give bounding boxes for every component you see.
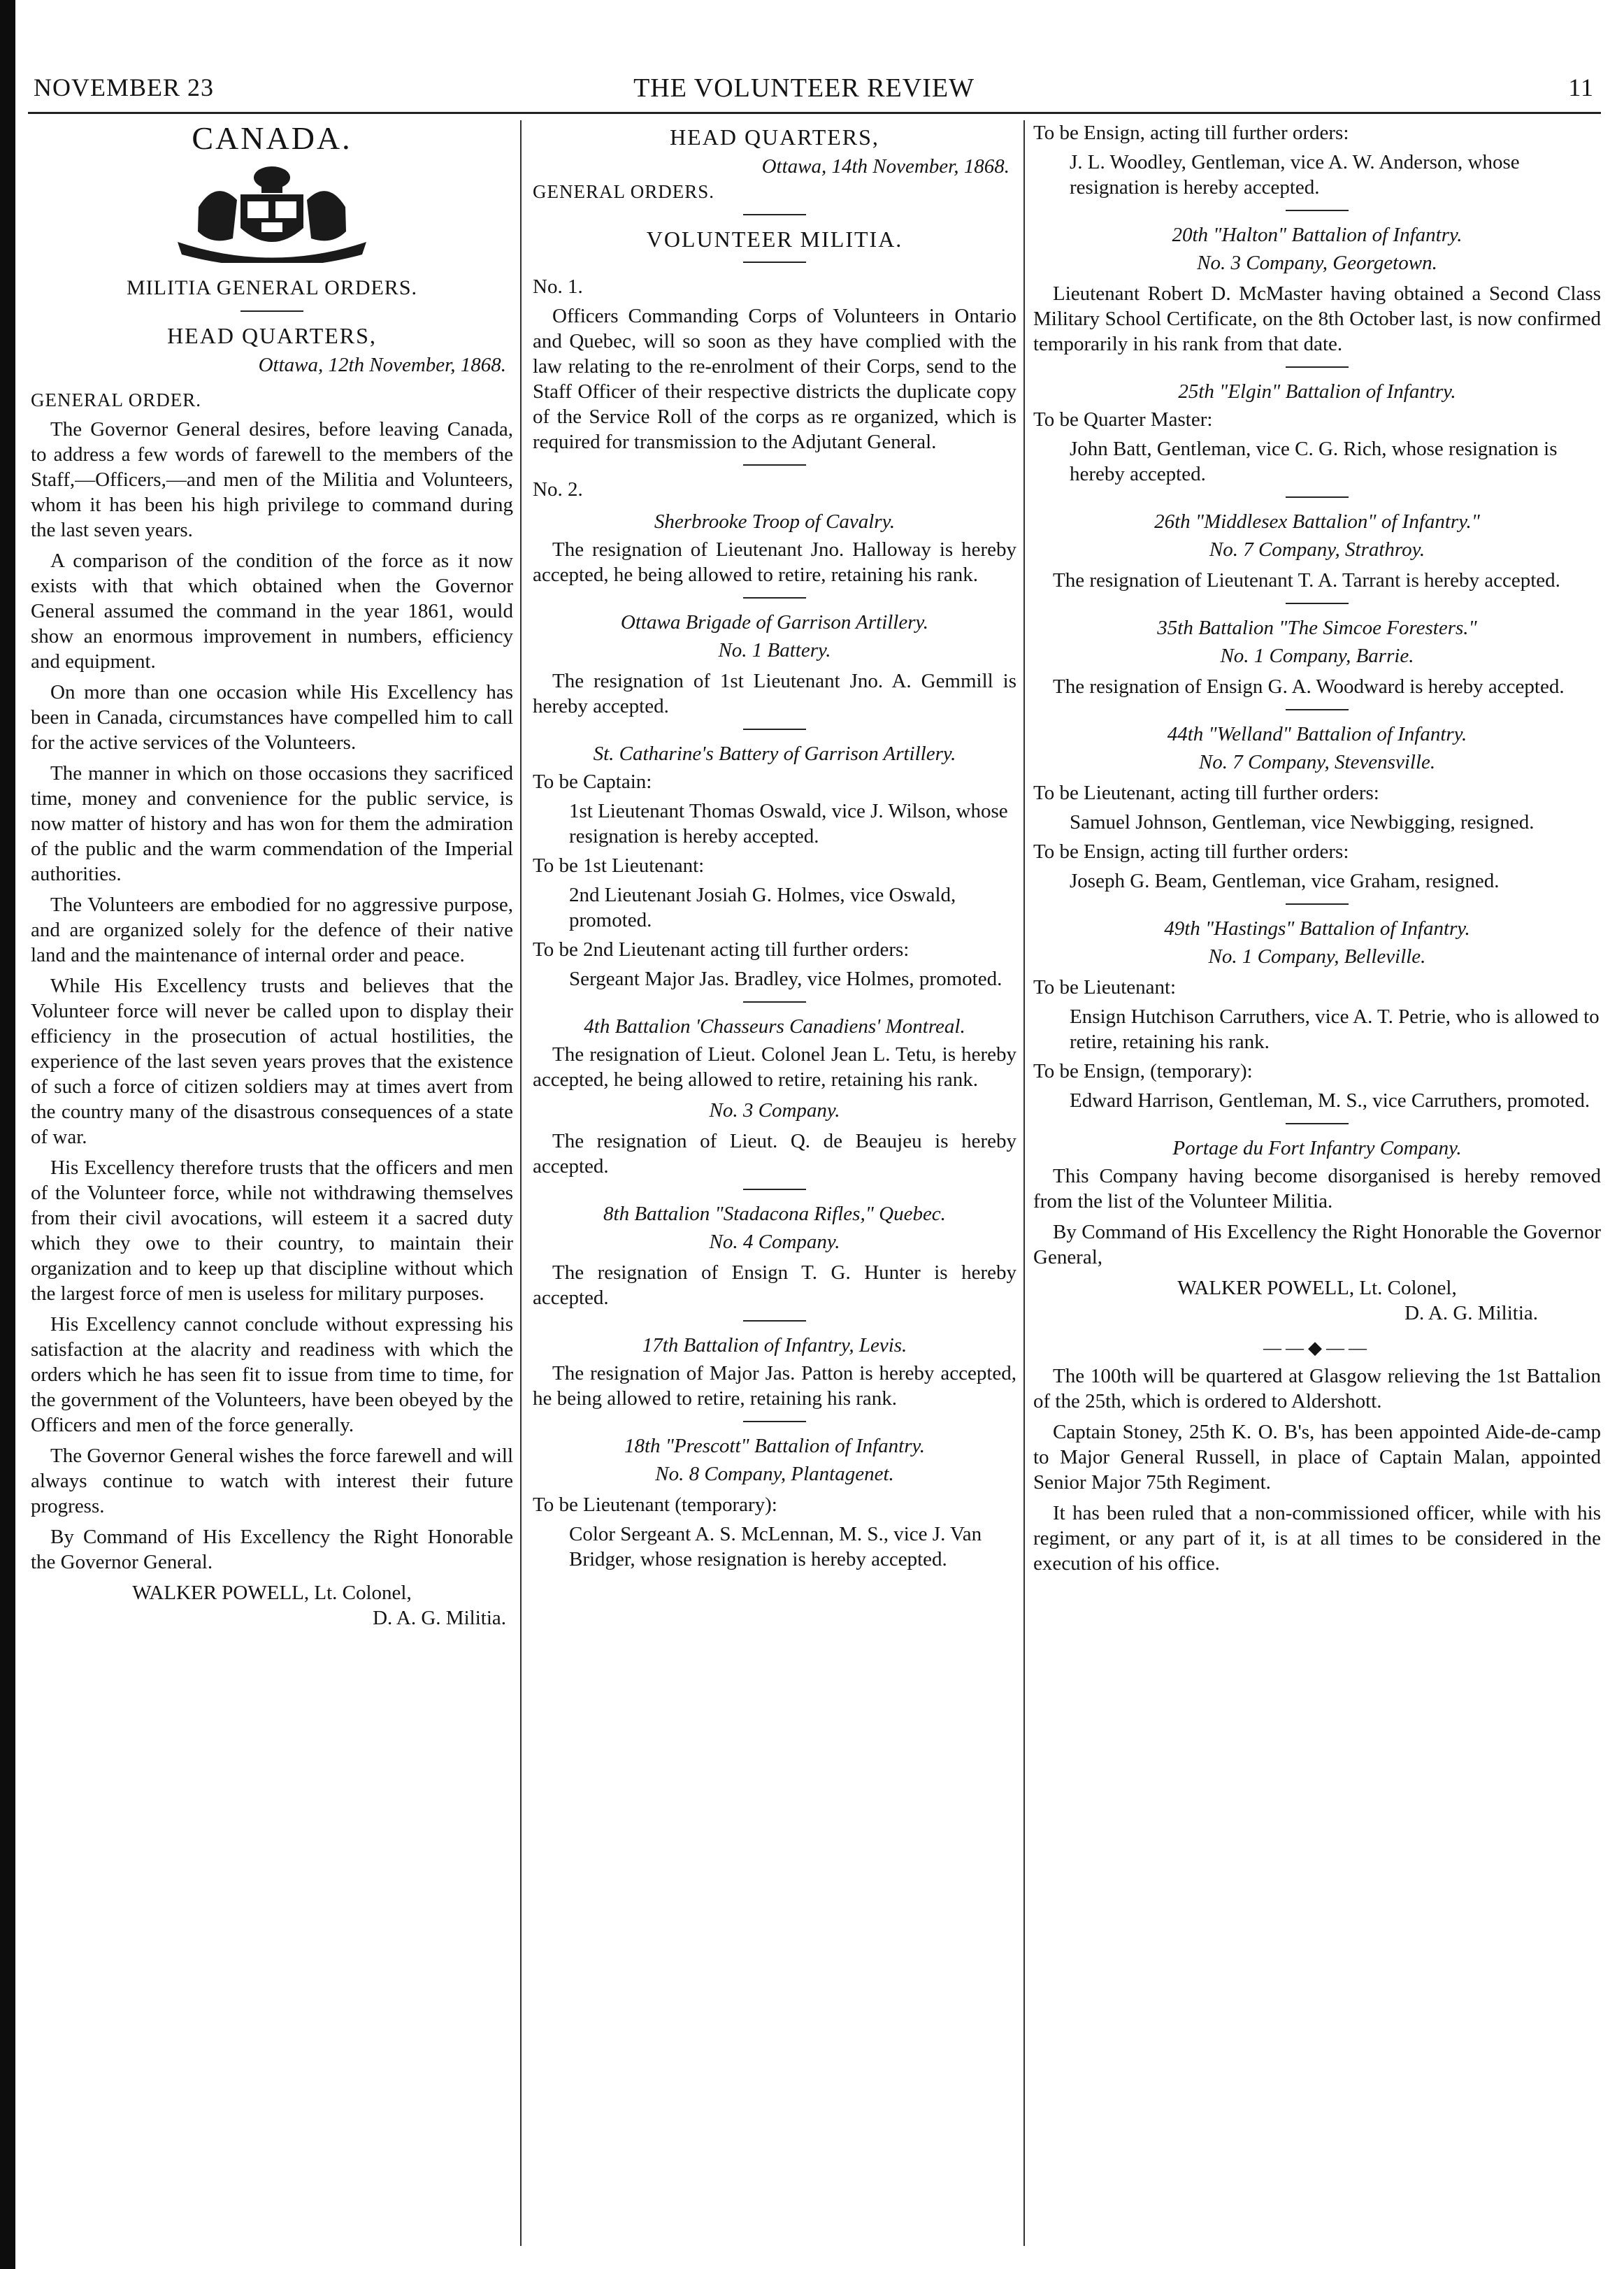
paragraph: The resignation of Major Jas. Patton is hereby accepted, he being allowed to retire, retaining his rank. (533, 1362, 1016, 1410)
paragraph: The resignation of Lieutenant Jno. Halloway is hereby accepted, he being allowed to retire, retaining his rank. (533, 538, 1016, 586)
section-title-canada: CANADA. (192, 120, 352, 156)
appointment-detail: Ensign Hutchison Carruthers, vice A. T. Petrie, who is allowed to retire, retaining his rank. (1070, 1005, 1600, 1053)
appointment-line: To be 1st Lieutenant: (533, 854, 705, 877)
unit-heading: 17th Battalion of Infantry, Levis. (642, 1334, 907, 1357)
appointment-line: To be Quarter Master: (1033, 408, 1213, 431)
appointment-detail: Joseph G. Beam, Gentleman, vice Graham, resigned. (1070, 870, 1500, 892)
company-heading: No. 7 Company, Strathroy. (1209, 538, 1425, 561)
paragraph: The Volunteers are embodied for no aggressive purpose, and are organized solely for the defence of their native land and the maintenance of internal order and peace. (31, 894, 513, 966)
paragraph: On more than one occasion while His Excellency has been in Canada, circumstances have compelled him to call for the active services of the Volunteers. (31, 681, 513, 754)
paragraph: The Governor General wishes the force farewell and will always continue to watch with interest their future progress. (31, 1445, 513, 1517)
appointment-line: To be Ensign, acting till further orders: (1033, 122, 1349, 144)
column-2 (533, 120, 1016, 1576)
company-heading: No. 8 Company, Plantagenet. (655, 1463, 894, 1485)
paragraph: The resignation of 1st Lieutenant Jno. A. Gemmill is hereby accepted. (533, 670, 1016, 717)
signature-name: WALKER POWELL, Lt. Colonel, (132, 1582, 412, 1604)
divider (240, 310, 303, 312)
divider (743, 1421, 806, 1422)
appointment-detail: Samuel Johnson, Gentleman, vice Newbigging, resigned. (1070, 811, 1535, 833)
unit-heading: 18th "Prescott" Battalion of Infantry. (624, 1435, 926, 1457)
divider (743, 729, 806, 730)
appointment-detail: Edward Harrison, Gentleman, M. S., vice Carruthers, promoted. (1070, 1089, 1590, 1112)
header-page-number: 11 (1568, 73, 1594, 101)
unit-heading: 26th "Middlesex Battalion" of Infantry." (1154, 510, 1480, 533)
order-number: No. 1. (533, 275, 583, 298)
unit-heading: Sherbrooke Troop of Cavalry. (654, 510, 896, 533)
company-heading: No. 4 Company. (709, 1231, 840, 1253)
ornament-divider-icon: ——◆—— (1263, 1338, 1371, 1358)
appointment-line: To be Ensign, acting till further orders: (1033, 840, 1349, 863)
order-label: GENERAL ORDER. (31, 389, 201, 410)
hq-heading: HEAD QUARTERS, (670, 124, 879, 150)
paragraph: Officers Commanding Corps of Volunteers in Ontario and Quebec, will so soon as they have complied with the law relating to the re-enrolment of their Corps, send to the Staff Officer of their respective districts the duplicate copy of the Service Roll of the corps as re organized, which is required for transmission to the Adjutant General. (533, 305, 1016, 453)
unit-heading: 8th Battalion "Stadacona Rifles," Quebec. (603, 1203, 946, 1225)
appointment-line: To be Lieutenant (temporary): (533, 1494, 777, 1516)
appointment-line: To be Ensign, (temporary): (1033, 1060, 1253, 1082)
royal-arms-crest-icon (157, 158, 387, 263)
header-date: NOVEMBER 23 (34, 73, 215, 101)
signature-name: WALKER POWELL, Lt. Colonel, (1177, 1277, 1457, 1299)
paragraph: This Company having become disorganised is hereby removed from the list of the Volunteer Militia. (1033, 1165, 1601, 1212)
news-item: Captain Stoney, 25th K. O. B's, has been appointed Aide-de-camp to Major General Russell, in place of Captain Malan, appointed Senior Major 75th Regiment. (1033, 1421, 1601, 1494)
appointment-detail: 1st Lieutenant Thomas Oswald, vice J. Wilson, whose resignation is hereby accepted. (569, 800, 1008, 847)
divider (1286, 603, 1349, 604)
paragraph: The resignation of Ensign T. G. Hunter is hereby accepted. (533, 1261, 1016, 1309)
section-heading: VOLUNTEER MILITIA. (646, 227, 903, 252)
orders-heading: MILITIA GENERAL ORDERS. (126, 276, 418, 299)
header-masthead: THE VOLUNTEER REVIEW (633, 73, 975, 103)
paragraph: A comparison of the condition of the force as it now exists with that which obtained when the Governor General assumed the command in the year 1861, would show an enormous improvement in numbers, efficiency and equipment. (31, 550, 513, 673)
divider (743, 464, 806, 466)
page-header (28, 73, 1601, 112)
unit-heading: Portage du Fort Infantry Company. (1172, 1137, 1462, 1159)
order-label: GENERAL ORDERS. (533, 181, 715, 202)
divider (1286, 210, 1349, 211)
appointment-line: To be Lieutenant, acting till further orders: (1033, 782, 1379, 804)
paragraph: His Excellency therefore trusts that the officers and men of the Volunteer force, while not withdrawing themselves from their civil avocations, will esteem it a sacred duty which they owe to their country, to maintain their organization and to keep up that discipline without which the largest force of men is useless for military purposes. (31, 1157, 513, 1305)
company-heading: No. 3 Company, Georgetown. (1197, 252, 1437, 274)
signature-title: D. A. G. Militia. (373, 1607, 506, 1629)
appointment-detail: J. L. Woodley, Gentleman, vice A. W. Anderson, whose resignation is hereby accepted. (1070, 151, 1520, 199)
divider (1286, 496, 1349, 498)
appointment-line: To be Captain: (533, 771, 652, 793)
page-scan-edge (0, 0, 15, 2269)
divider (743, 214, 806, 215)
company-heading: No. 1 Company, Belleville. (1208, 945, 1426, 968)
command-line: By Command of His Excellency the Right Honorable the Governor General, (1033, 1221, 1601, 1268)
unit-heading: 4th Battalion 'Chasseurs Canadiens' Montreal. (584, 1015, 965, 1038)
header-rule (28, 112, 1601, 114)
unit-heading: 49th "Hastings" Battalion of Infantry. (1164, 917, 1470, 940)
company-heading: No. 1 Company, Barrie. (1220, 645, 1414, 667)
divider (1286, 709, 1349, 710)
paragraph: The resignation of Lieutenant T. A. Tarrant is hereby accepted. (1053, 569, 1560, 592)
paragraph: The resignation of Lieut. Colonel Jean L. Tetu, is hereby accepted, he being allowed to retire, retaining his rank. (533, 1043, 1016, 1091)
place-date: Ottawa, 12th November, 1868. (258, 354, 506, 376)
column-1 (31, 120, 513, 1631)
appointment-line: To be Lieutenant: (1033, 976, 1177, 998)
place-date: Ottawa, 14th November, 1868. (761, 155, 1009, 178)
divider (743, 597, 806, 599)
unit-heading: Ottawa Brigade of Garrison Artillery. (620, 611, 929, 634)
column-3 (1033, 120, 1601, 1582)
divider (743, 1189, 806, 1190)
divider (1286, 366, 1349, 368)
paragraph: Lieutenant Robert D. McMaster having obtained a Second Class Military School Certificate, on the 8th October last, is now confirmed temporarily in his rank from that date. (1033, 282, 1601, 355)
unit-heading: 35th Battalion "The Simcoe Foresters." (1157, 617, 1477, 639)
hq-heading: HEAD QUARTERS, (167, 323, 377, 348)
unit-heading: 25th "Elgin" Battalion of Infantry. (1178, 380, 1456, 403)
appointment-detail: John Batt, Gentleman, vice C. G. Rich, whose resignation is hereby accepted. (1070, 438, 1558, 485)
paragraph: His Excellency cannot conclude without expressing his satisfaction at the alacrity and readiness with which the orders which he has seen fit to issue from time to time, for the government of the Volunteers, have been obeyed by the Officers and men of the force generally. (31, 1313, 513, 1436)
command-line: By Command of His Excellency the Right Honorable the Governor General. (31, 1526, 513, 1573)
signature-title: D. A. G. Militia. (1404, 1302, 1538, 1324)
paragraph: While His Excellency trusts and believes that the Volunteer force will never be called upon to display their efficiency in the prosecution of actual hostilities, the experience of the last seven years proves that the existence of such a force of citizen soldiers may at times avert from the country many of the disastrous consequences of a state of war. (31, 975, 513, 1148)
appointment-detail: Sergeant Major Jas. Bradley, vice Holmes, promoted. (569, 968, 1003, 990)
order-number: No. 2. (533, 478, 583, 501)
appointment-detail: Color Sergeant A. S. McLennan, M. S., vice J. Van Bridger, whose resignation is hereby accepted. (569, 1523, 982, 1570)
paragraph: The resignation of Ensign G. A. Woodward is hereby accepted. (1053, 675, 1565, 698)
company-heading: No. 3 Company. (709, 1099, 840, 1122)
unit-heading: 20th "Halton" Battalion of Infantry. (1172, 224, 1463, 246)
paragraph: The manner in which on those occasions they sacrificed time, money and convenience for the public service, is now matter of history and has won for them the admiration of the public and the warm commendation of the Imperial authorities. (31, 762, 513, 885)
divider (743, 1320, 806, 1322)
column-rule-1 (520, 120, 522, 2246)
column-rule-2 (1023, 120, 1025, 2246)
divider (743, 1001, 806, 1003)
divider (743, 262, 806, 263)
appointment-line: To be 2nd Lieutenant acting till further orders: (533, 938, 910, 961)
paragraph: The Governor General desires, before leaving Canada, to address a few words of farewell to the members of the Staff,—Officers,—and men of the Militia and Volunteers, whom it has been his high privilege to command during the last seven years. (31, 418, 513, 541)
news-item: The 100th will be quartered at Glasgow relieving the 1st Battalion of the 25th, which is ordered to Aldershott. (1033, 1365, 1601, 1412)
appointment-detail: 2nd Lieutenant Josiah G. Holmes, vice Oswald, promoted. (569, 884, 956, 931)
paragraph: The resignation of Lieut. Q. de Beaujeu is hereby accepted. (533, 1130, 1016, 1178)
divider (1286, 1123, 1349, 1124)
company-heading: No. 7 Company, Stevensville. (1198, 751, 1436, 773)
news-item: It has been ruled that a non-commissioned officer, while with his regiment, or any part of it, is at all times to be considered in the execution of his office. (1033, 1502, 1601, 1575)
company-heading: No. 1 Battery. (718, 639, 831, 661)
divider (1286, 903, 1349, 905)
unit-heading: 44th "Welland" Battalion of Infantry. (1167, 723, 1467, 745)
unit-heading: St. Catharine's Battery of Garrison Artillery. (593, 743, 956, 765)
